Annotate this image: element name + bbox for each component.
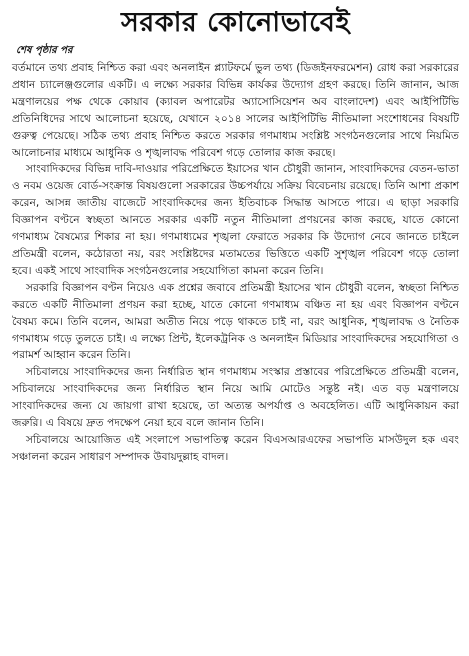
article-body xyxy=(12,60,459,466)
paragraph-3: সরকারি বিজ্ঞাপন বণ্টন নিয়েও এক প্রশ্নের জবাবে প্রতিমন্ত্রী ইয়াসের খান চৌধুরী বলেন, স্বচ্ছতা নিশ্চিত করতে একটি নীতিমালা প্রণয়ন করা হচ্ছে, যাতে কোনো গণমাধ্যম বঞ্চিত না হয় এবং বিজ্ঞাপন বণ্টনে বৈষম্য কমে। তিনি বলেন, আমরা অতীত নিয়ে পড়ে থাকতে চাই না, বরং আধুনিক, শৃঙ্খলাবদ্ধ ও নৈতিক গণমাধ্যম গড়ে তুলতে চাই। এ লক্ষ্যে প্রিন্ট, ইলেকট্রনিক ও অনলাইন মিডিয়ার সাংবাদিকদের সহযোগিতা ও পরামর্শ আহ্বান করেন তিনি। xyxy=(12,281,459,362)
headline: সরকার কোনোভাবেই xyxy=(121,7,350,38)
paragraph-1: বর্তমানে তথ্য প্রবাহ নিশ্চিত করা এবং অনলাইন প্ল্যাটফর্মে ভুল তথ্য (ডিজইনফরমেশন) রোধ করা সরকারের প্রধান চ্যালেঞ্জগুলোর একটি। এ লক্ষ্যে সরকার বিভিন্ন কার্যকর উদ্যোগ গ্রহণ করছে। তিনি জানান, আজ মন্ত্রণালয়ের পক্ষ থেকে কোয়াব (ক্যাবল অপারেটর অ্যাসোসিয়েশন অব বাংলাদেশ) এবং আইপিটিভি প্রতিনিধিদের সাথে আলোচনা হয়েছে, যেখানে ২০১৪ সালের আইপিটিভি নীতিমালা সংশোধনের বিষয়টি গুরুত্ব পেয়েছে। সঠিক তথ্য প্রবাহ নিশ্চিত করতে সরকার গণমাধ্যম সংশ্লিষ্ট সংগঠনগুলোর সাথে নিয়মিত আলোচনার মাধ্যমে আধুনিক ও শৃঙ্খলাবদ্ধ পরিবেশ গড়ে তোলার কাজ করছে। xyxy=(12,62,459,159)
continued-from-label: শেষ পৃষ্ঠার পর xyxy=(16,45,73,56)
paragraph-4: সচিবালয়ে সাংবাদিকদের জন্য নির্ধারিত স্থান গণমাধ্যম সংস্কার প্রস্তাবের পরিপ্রেক্ষিতে প্রতিমন্ত্রী বলেন, সচিবালয়ে সাংবাদিকদের জন্য নির্ধারিত স্থান নিয়ে আমি মোটেও সন্তুষ্ট নই। এত বড় মন্ত্রণালয়ে সাংবাদিকদের জন্য যে জায়গা রাখা হয়েছে, তা অত্যন্ত অপর্যাপ্ত ও অবহেলিত। এটি আধুনিকায়ন করা জরুরি। এ বিষয়ে দ্রুত পদক্ষেপ নেয়া হবে বলে জানান তিনি। xyxy=(12,366,459,430)
paragraph-5: সচিবালয়ে আয়োজিত এই সংলাপে সভাপতিত্ব করেন বিএসআরএফের সভাপতি মাসউদুল হক এবং সঞ্চালনা করেন সাধারণ সম্পাদক উবায়দুল্লাহ বাদল। xyxy=(12,433,459,463)
paragraph-2: সাংবাদিকদের বিভিন্ন দাবি-দাওয়ার পরিপ্রেক্ষিতে ইয়াসের খান চৌধুরী জানান, সাংবাদিকদের বেতন-ভাতা ও নবম ওয়েজ বোর্ড-সংক্রান্ত বিষয়গুলো সরকারের উচ্চপর্যায়ে সক্রিয় বিবেচনায় রয়েছে। তিনি আশা প্রকাশ করেন, আসন্ন জাতীয় বাজেটে সাংবাদিকদের জন্য ইতিবাচক সিদ্ধান্ত আসতে পারে। এ ছাড়া সরকারি বিজ্ঞাপন বণ্টনে স্বচ্ছতা আনতে সরকার একটি নতুন নীতিমালা প্রণয়নের কাজ করছে, যাতে কোনো গণমাধ্যম বৈষম্যের শিকার না হয়। গণমাধ্যমের শৃঙ্খলা ফেরাতে সরকার কি উদ্যোগ নেবে জানতে চাইলে প্রতিমন্ত্রী বলেন, কঠোরতা নয়, বরং সংশ্লিষ্টদের মতামতের ভিত্তিতে একটি সুশৃঙ্খল পরিবেশ গড়ে তোলা হবে। একই সাথে সাংবাদিক সংগঠনগুলোর সহযোগিতা কামনা করেন তিনি। xyxy=(12,163,459,277)
